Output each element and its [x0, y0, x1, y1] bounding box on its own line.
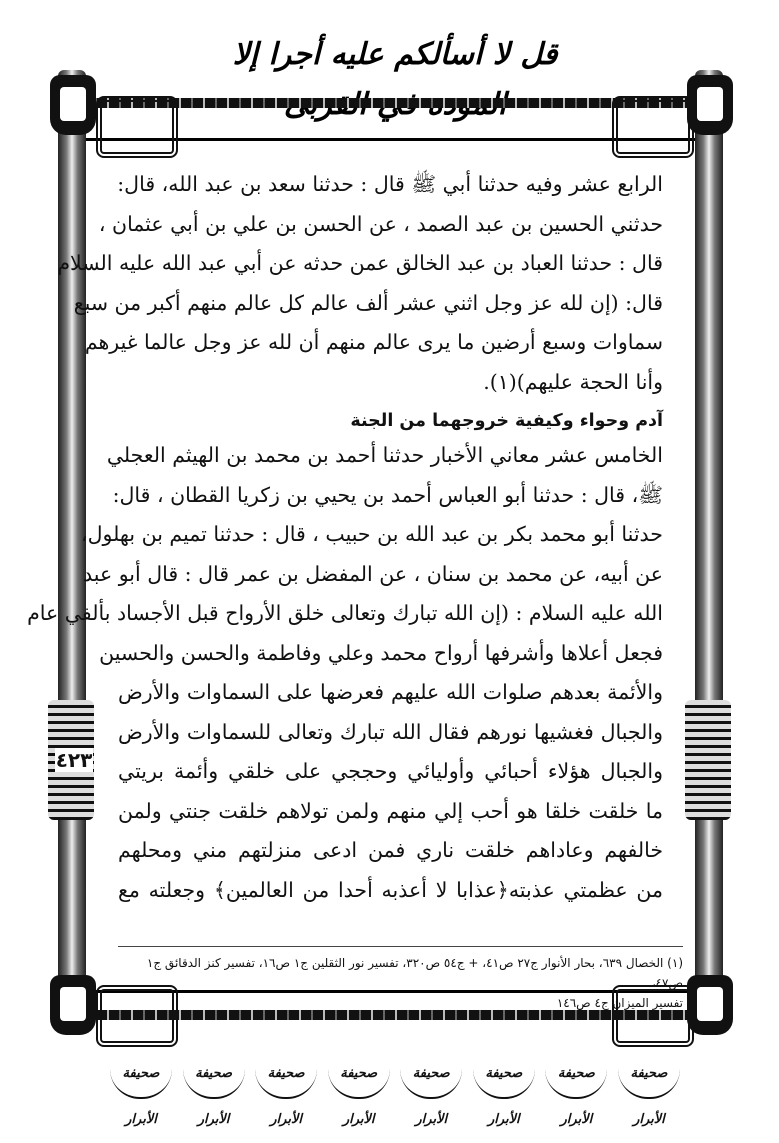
header-calligraphy: قل لا أسألكم عليه أجرا إلا	[232, 37, 558, 72]
page-number: ٤٢٣	[55, 748, 93, 772]
footnote-separator	[118, 946, 683, 947]
corner-ornament	[612, 96, 694, 158]
calligraphy-ornament: صحيفة الأبرار	[400, 1051, 462, 1099]
calligraphy-ornament: صحيفة الأبرار	[328, 1051, 390, 1099]
calligraphy-ornament: صحيفة الأبرار	[255, 1051, 317, 1099]
text-line: قال: (إن لله عز وجل اثني عشر ألف عالم كل عالم منهم أكبر من سبع	[73, 290, 663, 315]
top-left-capital	[50, 75, 96, 135]
text-line: والجبال هؤلاء أحبائي وأوليائي وحججي على خلقي وأئمة بريتي	[118, 759, 663, 783]
corner-ornament	[96, 96, 178, 158]
footnote-line: (١) الخصال ٦٣٩، بحار الأنوار ج٢٧ ص٤١، + ج٥٤ ص٣٢٠، تفسير نور الثقلين ج١ ص١٦، تفسير كنز الدقائق ج١ ص٤٧،	[146, 956, 683, 990]
text-line: عن أبيه، عن محمد بن سنان ، عن المفضل بن عمر قال : قال أبو عبد	[83, 561, 663, 586]
text-line: حدثني الحسين بن عبد الصمد ، عن الحسن بن علي بن أبي عثمان ،	[98, 211, 663, 236]
text-line: خالفهم وعاداهم خلقت ناري فمن ادعى منزلتهم مني ومحلهم	[118, 838, 663, 862]
text-line: قال : حدثنا العباد بن عبد الخالق عمن حدثه عن أبي عبد الله عليه السلام	[57, 251, 663, 275]
bottom-left-capital	[50, 975, 96, 1035]
calligraphy-ornament: صحيفة الأبرار	[618, 1051, 680, 1099]
text-line: ﷺ، قال : حدثنا أبو العباس أحمد بن يحيي بن زكريا القطان ، قال:	[112, 482, 663, 507]
section-heading: آدم وحواء وكيفية خروجهما من الجنة	[350, 411, 663, 431]
text-line: سماوات وسبع أرضين ما يرى عالم منهم أن لله عز وجل عالما غيرهم	[84, 330, 663, 354]
text-line: والجبال فغشيها نورهم فقال الله تبارك وتعالى للسماوات والأرض	[118, 719, 663, 744]
text-line: من عظمتي عذبته﴿عذابا لا أعذبه أحدا من العالمين﴾ وجعلته مع	[118, 877, 663, 902]
right-pillar	[695, 70, 723, 1010]
right-side-ornament	[685, 700, 731, 820]
text-line: والأئمة بعدهم صلوات الله عليهم فعرضها على السماوات والأرض	[118, 680, 663, 704]
calligraphy-ornament: صحيفة الأبرار	[110, 1051, 172, 1099]
text-line: الخامس عشر معاني الأخبار حدثنا أحمد بن محمد بن الهيثم العجلي	[106, 443, 663, 467]
text-line: الله عليه السلام : (إن الله تبارك وتعالى خلق الأرواح قبل الأجساد بألفي عام	[27, 601, 663, 625]
text-line: وأنا الحجة عليهم)(١).	[483, 369, 663, 394]
footnote-line: تفسير الميزان ج٤ ص١٤٦	[556, 996, 683, 1010]
paragraph	[57, 165, 663, 402]
calligraphy-ornament: صحيفة الأبرار	[183, 1051, 245, 1099]
footnote	[118, 953, 683, 1013]
text-line: فجعل أعلاها وأشرفها أرواح محمد وعلي وفاطمة والحسن والحسين	[99, 640, 663, 665]
calligraphy-ornament: صحيفة الأبرار	[473, 1051, 535, 1099]
text-line: الرابع عشر وفيه حدثنا أبي ﷺ قال : حدثنا سعد بن عبد الله، قال:	[117, 172, 663, 196]
calligraphy-ornament: صحيفة الأبرار	[545, 1051, 607, 1099]
text-line: حدثنا أبو محمد بكر بن عبد الله بن حبيب ، قال : حدثنا تميم بن بهلول،	[81, 522, 663, 546]
text-line: ما خلقت خلقا هو أحب إلي منهم ولمن تولاهم خلقت جنتي ولمن	[118, 798, 663, 823]
bottom-ornament-strip	[110, 1045, 680, 1127]
